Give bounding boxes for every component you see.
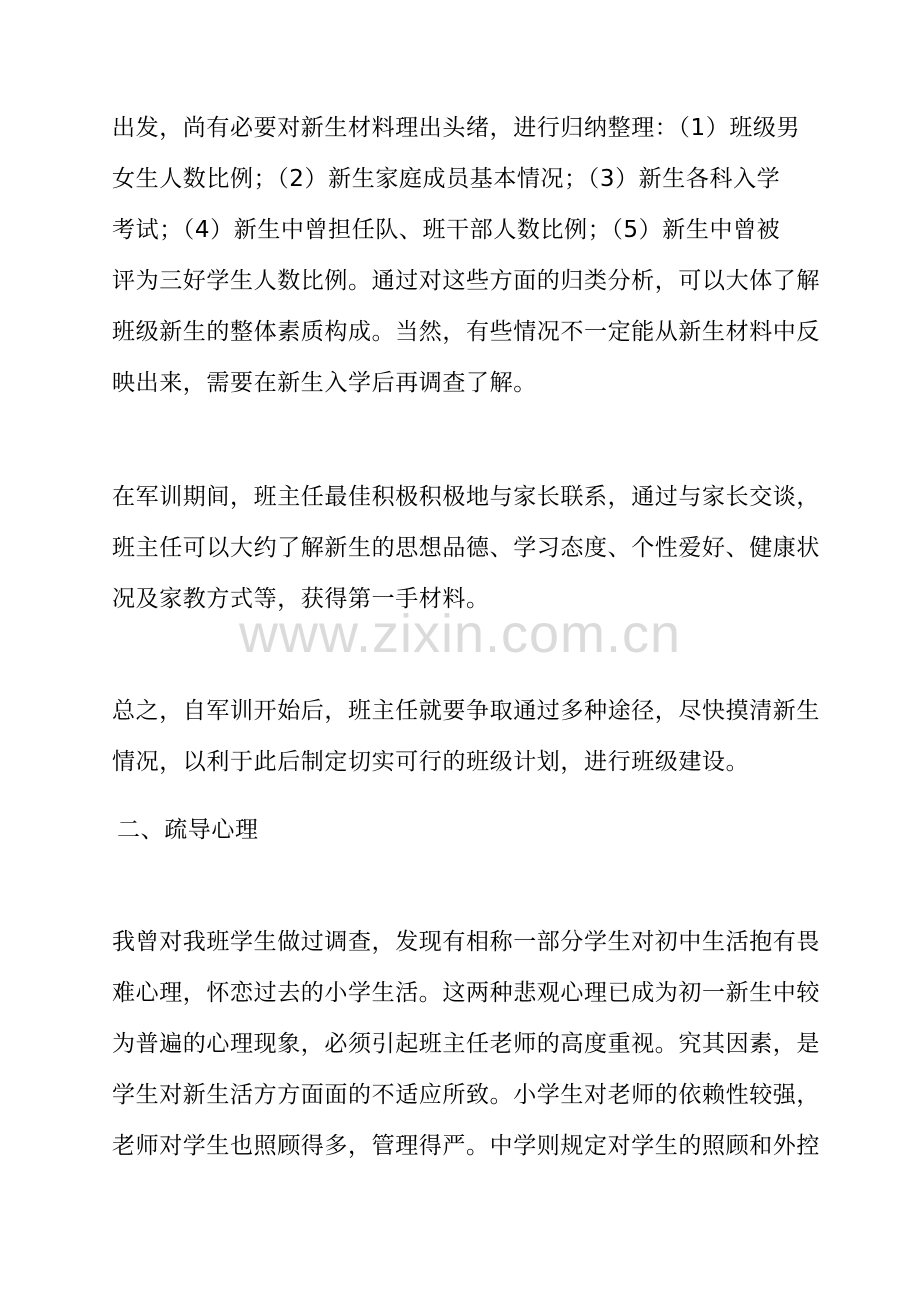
paragraph-line: 况及家教方式等，获得第一手材料。 bbox=[112, 586, 490, 612]
paragraph-line: 考试；（4）新生中曾担任队、班干部人数比例；（5）新生中曾被 bbox=[112, 217, 781, 243]
paragraph-line: 评为三好学生人数比例。通过对这些方面的归类分析，可以大体了解 bbox=[112, 268, 820, 294]
paragraph-line: 在军训期间，班主任最佳积极积极地与家长联系，通过与家长交谈， bbox=[112, 484, 820, 510]
section-heading: 二、疏导心理 bbox=[117, 817, 259, 843]
paragraph-line: 映出来，需要在新生入学后再调查了解。 bbox=[112, 370, 537, 396]
paragraph-line: 总之，自军训开始后，班主任就要争取通过多种途径，尽快摸清新生 bbox=[112, 698, 820, 724]
paragraph-line: 出发，尚有必要对新生材料理出头绪，进行归纳整理：（1）班级男 bbox=[112, 115, 801, 141]
paragraph-line: 难心理，怀恋过去的小学生活。这两种悲观心理已成为初一新生中较 bbox=[112, 980, 820, 1006]
paragraph-line: 老师对学生也照顾得多，管理得严。中学则规定对学生的照顾和外控 bbox=[112, 1133, 820, 1159]
paragraph-line: 班主任可以大约了解新生的思想品德、学习态度、个性爱好、健康状 bbox=[112, 535, 820, 561]
paragraph-line: 为普遍的心理现象，必须引起班主任老师的高度重视。究其因素，是 bbox=[112, 1031, 820, 1057]
paragraph-line: 女生人数比例；（2）新生家庭成员基本情况；（3）新生各科入学 bbox=[112, 166, 781, 192]
paragraph-line: 班级新生的整体素质构成。当然，有些情况不一定能从新生材料中反 bbox=[112, 319, 820, 345]
paragraph-line: 我曾对我班学生做过调查，发现有相称一部分学生对初中生活抱有畏 bbox=[112, 929, 820, 955]
paragraph-line: 学生对新生活方方面面的不适应所致。小学生对老师的依赖性较强， bbox=[112, 1082, 820, 1108]
paragraph-line: 情况，以利于此后制定切实可行的班级计划，进行班级建设。 bbox=[112, 749, 750, 775]
watermark: www.zixin.com.cn bbox=[238, 604, 682, 664]
